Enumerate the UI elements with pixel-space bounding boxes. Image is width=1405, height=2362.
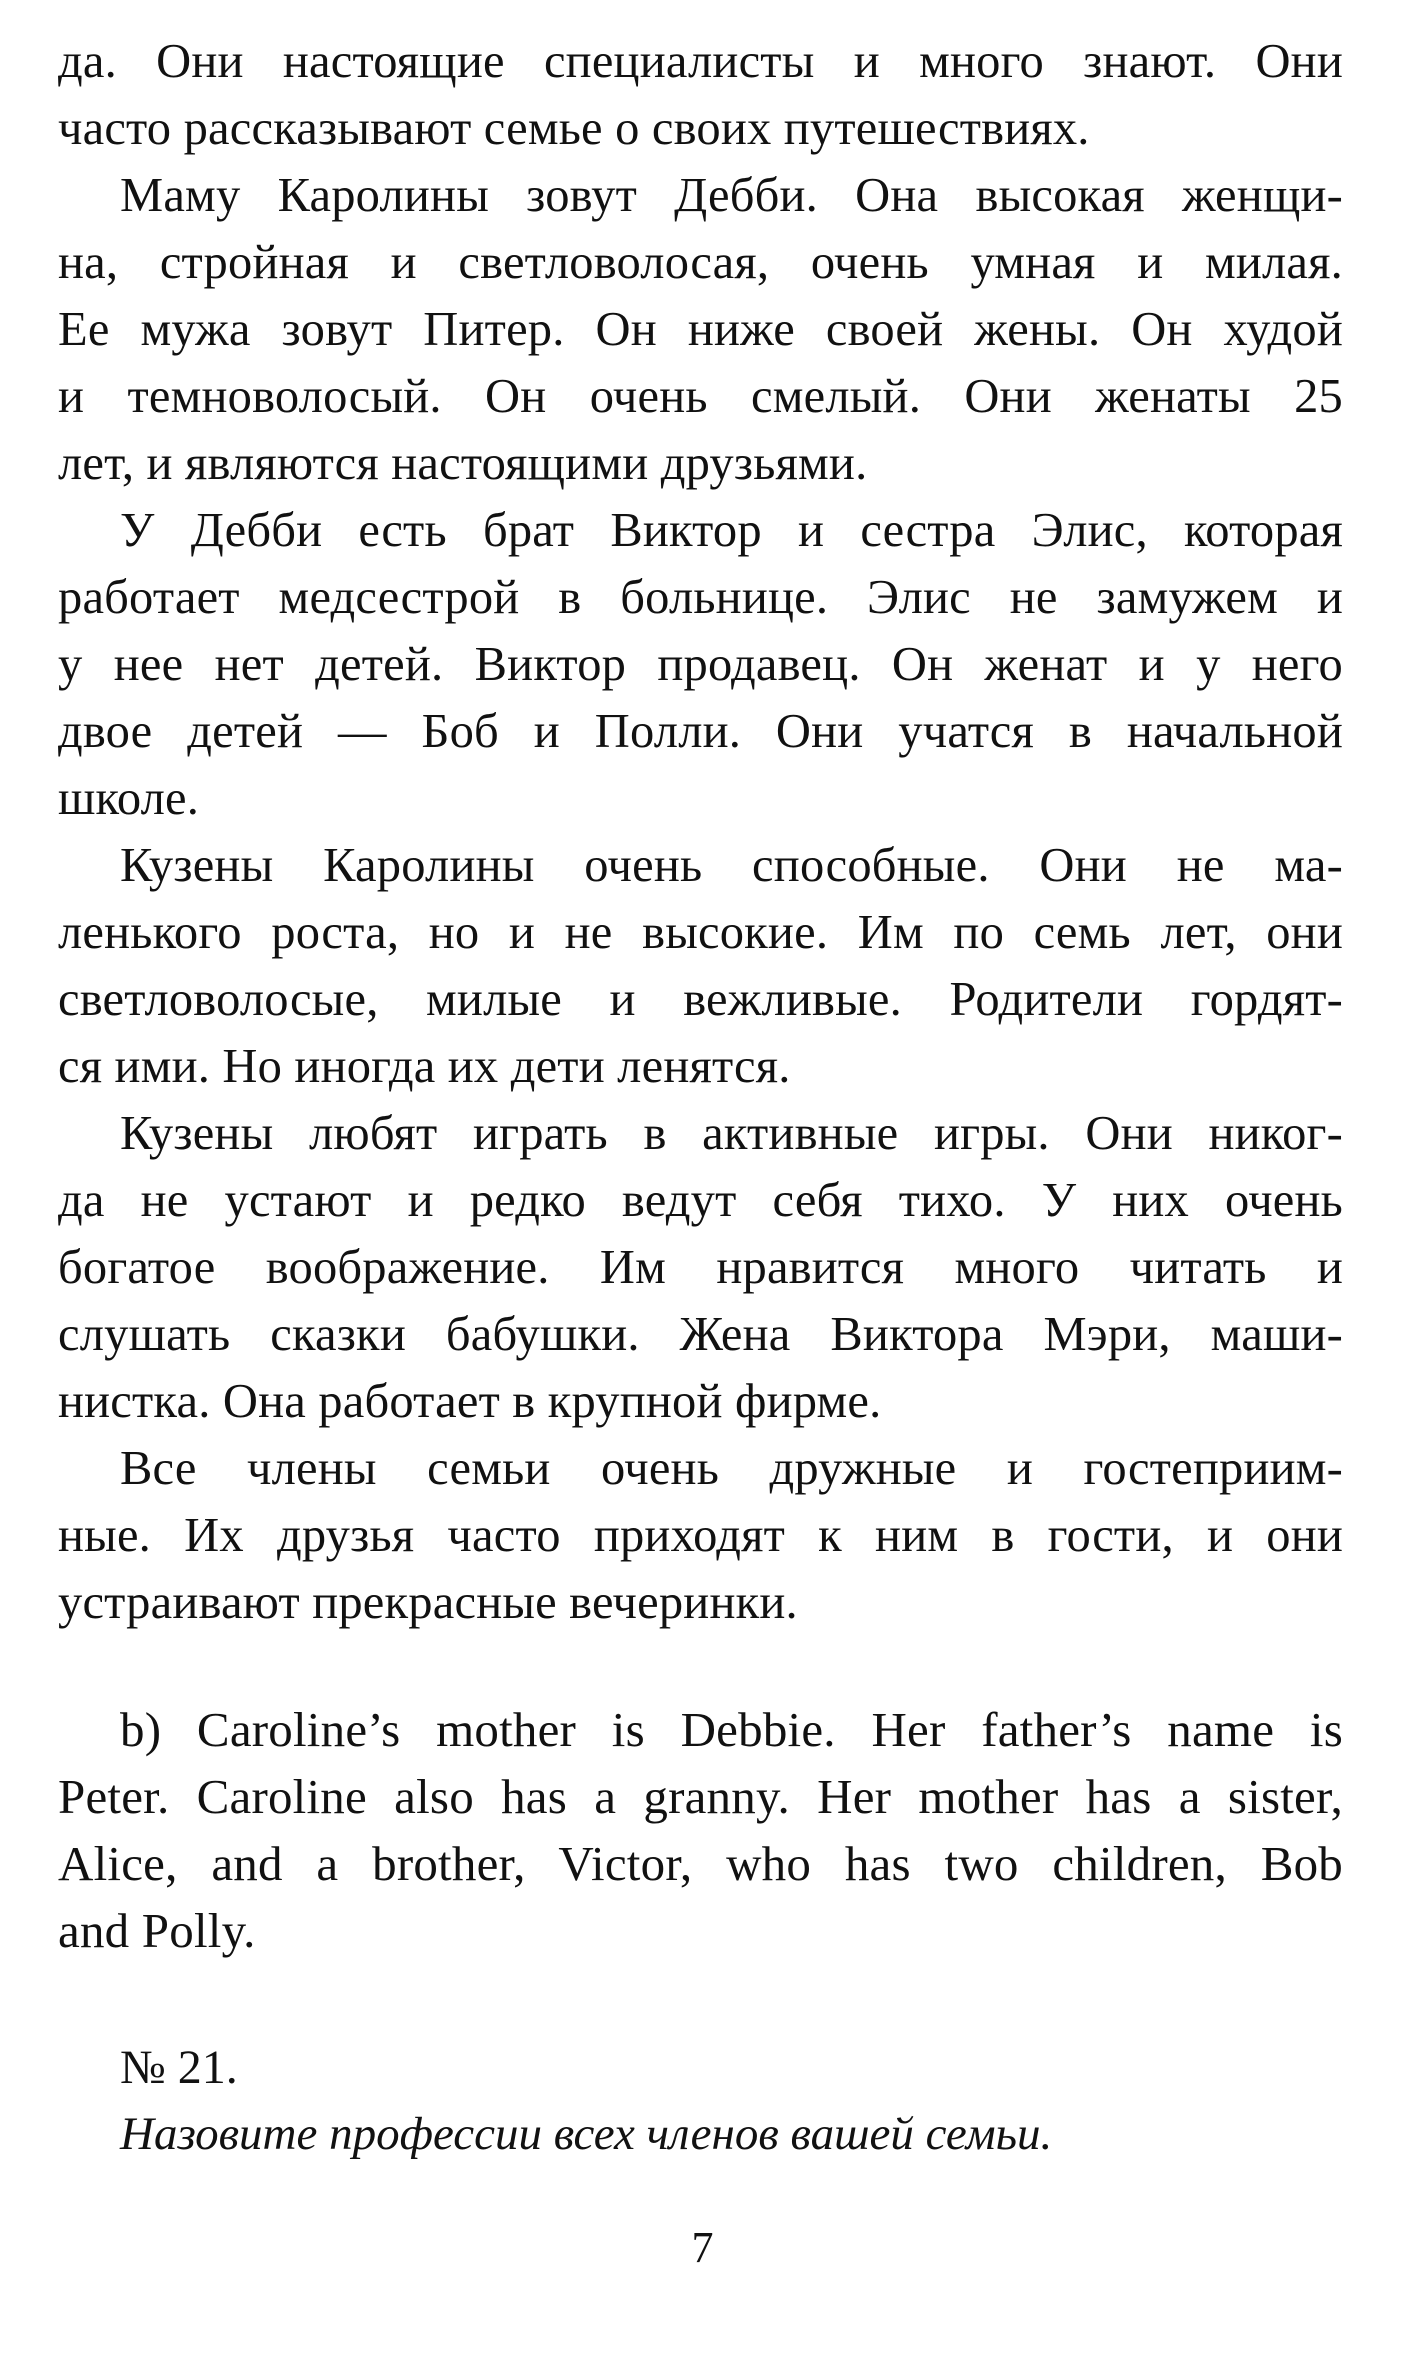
spacer xyxy=(58,1636,1343,1696)
text-line: нистка. Она работает в крупной фирме. xyxy=(58,1375,882,1428)
text-line: ленького роста, но и не высокие. Им по семь лет, они xyxy=(58,906,1343,959)
paragraph-1 xyxy=(58,28,1343,162)
text-line: Ее мужа зовут Питер. Он ниже своей жены. Он худой xyxy=(58,303,1343,356)
page-number: 7 xyxy=(691,2223,714,2272)
text-line: Alice, and a brother, Victor, who has two children, Bob xyxy=(58,1836,1343,1891)
text-line: Peter. Caroline also has a granny. Her mother has a sister, xyxy=(58,1769,1343,1824)
text-line: У Дебби есть брат Виктор и сестра Элис, которая xyxy=(120,504,1343,557)
text-line: и темноволосый. Он очень смелый. Они женаты 25 xyxy=(58,370,1343,423)
paragraph-4 xyxy=(58,832,1343,1100)
text-line: да. Они настоящие специалисты и много знают. Они xyxy=(58,35,1343,88)
answer-b xyxy=(58,1696,1343,1964)
text-line: да не устают и редко ведут себя тихо. У них очень xyxy=(58,1174,1343,1227)
text-line: богатое воображение. Им нравится много читать и xyxy=(58,1241,1343,1294)
paragraph-2 xyxy=(58,162,1343,497)
task-instruction: Назовите профессии всех членов вашей семьи. xyxy=(120,2108,1053,2160)
text-line: двое детей — Боб и Полли. Они учатся в начальной xyxy=(58,705,1343,758)
text-line: Кузены любят играть в активные игры. Они никог- xyxy=(120,1107,1343,1160)
text-line: b) Caroline’s mother is Debbie. Her father’s name is xyxy=(120,1702,1343,1757)
text-line: светловолосые, милые и вежливые. Родители гордят- xyxy=(58,973,1343,1026)
text-line: Кузены Каролины очень способные. Они не ма- xyxy=(120,839,1343,892)
task-number: № 21. xyxy=(120,2041,238,2094)
text-line: устраивают прекрасные вечеринки. xyxy=(58,1576,798,1629)
paragraph-5 xyxy=(58,1100,1343,1435)
text-line: ные. Их друзья часто приходят к ним в гости, и они xyxy=(58,1509,1343,1562)
text-line: лет, и являются настоящими друзьями. xyxy=(58,437,868,490)
spacer xyxy=(58,1964,1343,2034)
task-21 xyxy=(58,2034,1343,2168)
text-line: and Polly. xyxy=(58,1903,256,1958)
text-line: часто рассказывают семье о своих путешествиях. xyxy=(58,102,1090,155)
text-line: работает медсестрой в больнице. Элис не замужем и xyxy=(58,571,1343,624)
page-body xyxy=(58,28,1343,2168)
text-line: на, стройная и светловолосая, очень умная и милая. xyxy=(58,236,1343,289)
text-line: Все члены семьи очень дружные и гостеприим- xyxy=(120,1442,1343,1495)
text-line: школе. xyxy=(58,772,200,825)
text-line: у нее нет детей. Виктор продавец. Он женат и у него xyxy=(58,638,1343,691)
paragraph-6 xyxy=(58,1435,1343,1636)
text-line: Маму Каролины зовут Дебби. Она высокая женщи- xyxy=(120,169,1343,222)
paragraph-3 xyxy=(58,497,1343,832)
text-line: слушать сказки бабушки. Жена Виктора Мэри, маши- xyxy=(58,1308,1343,1361)
text-line: ся ими. Но иногда их дети ленятся. xyxy=(58,1040,791,1093)
